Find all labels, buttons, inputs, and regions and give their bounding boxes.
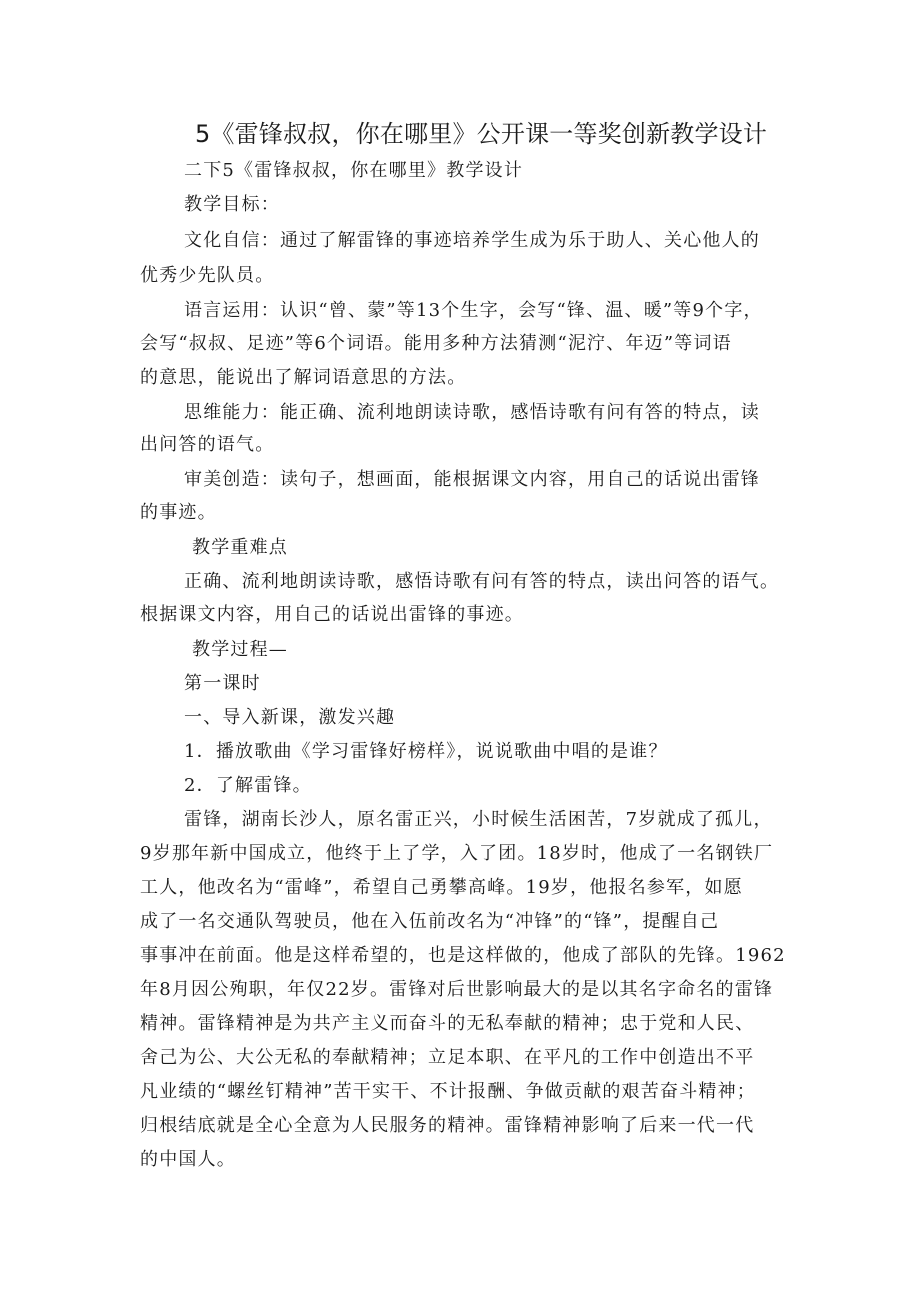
- paragraph-line: 会写“叔叔、足迹”等6个词语。能用多种方法猜测“泥泞、年迈”等词语: [140, 333, 732, 354]
- paragraph-line: 优秀少先队员。: [140, 265, 275, 286]
- paragraph-line: 文化自信：通过了解雷锋的事迹培养学生成为乐于助人、关心他人的: [184, 230, 760, 251]
- paragraph-line: 9岁那年新中国成立，他终于上了学，入了团。18岁时，他成了一名钢铁厂: [140, 843, 774, 864]
- list-item: 1．播放歌曲《学习雷锋好榜样》，说说歌曲中唱的是谁？: [184, 741, 668, 762]
- list-item: 2．了解雷锋。: [184, 775, 312, 796]
- paragraph-line: 凡业绩的“螺丝钉精神”苦干实干、不计报酬、争做贡献的艰苦奋斗精神；: [140, 1081, 757, 1102]
- document-title: 5《雷锋叔叔，你在哪里》公开课一等奖创新教学设计: [195, 120, 768, 148]
- paragraph-line: 审美创造：读句子，想画面，能根据课文内容，用自己的话说出雷锋: [184, 469, 760, 490]
- paragraph-line: 精神。雷锋精神是为共产主义而奋斗的无私奉献的精神；忠于党和人民、: [140, 1013, 755, 1034]
- paragraph-line: 事事冲在前面。他是这样希望的，也是这样做的，他成了部队的先锋。1962: [140, 945, 786, 966]
- paragraph-line: 的中国人。: [140, 1149, 236, 1170]
- paragraph-line: 的意思，能说出了解词语意思的方法。: [140, 367, 467, 388]
- paragraph-line: 年8月因公殉职，年仅22岁。雷锋对后世影响最大的是以其名字命名的雷锋: [140, 979, 774, 1000]
- paragraph-line: 雷锋，湖南长沙人，原名雷正兴，小时候生活困苦，7岁就成了孤儿，: [184, 809, 773, 830]
- section-heading-lesson-one: 第一课时: [184, 673, 261, 694]
- section-heading-key-points: 教学重难点: [192, 537, 288, 558]
- section-heading-process: 教学过程—: [192, 639, 288, 660]
- step-heading: 一、导入新课，激发兴趣: [184, 707, 396, 728]
- paragraph-line: 成了一名交通队驾驶员，他在入伍前改名为“冲锋”的“锋”，提醒自己: [140, 911, 720, 932]
- subtitle: 二下5《雷锋叔叔，你在哪里》教学设计: [184, 160, 524, 181]
- paragraph-line: 归根结底就是全心全意为人民服务的精神。雷锋精神影响了后来一代一代: [140, 1115, 755, 1136]
- paragraph-line: 语言运用：认识“曾、蒙”等13个生字，会写“锋、温、暖”等9个字，: [184, 300, 763, 321]
- paragraph-line: 出问答的语气。: [140, 434, 275, 455]
- paragraph-line: 正确、流利地朗读诗歌，感悟诗歌有问有答的特点，读出问答的语气。: [184, 571, 780, 592]
- paragraph-line: 舍己为公、大公无私的奉献精神；立足本职、在平凡的工作中创造出不平: [140, 1047, 755, 1068]
- paragraph-line: 的事迹。: [140, 502, 217, 523]
- section-heading-objectives: 教学目标：: [184, 194, 280, 215]
- paragraph-line: 工人，他改名为“雷峰”，希望自己勇攀高峰。19岁，他报名参军，如愿: [140, 877, 743, 898]
- paragraph-line: 根据课文内容，用自己的话说出雷锋的事迹。: [140, 604, 524, 625]
- paragraph-line: 思维能力：能正确、流利地朗读诗歌，感悟诗歌有问有答的特点，读: [184, 402, 760, 423]
